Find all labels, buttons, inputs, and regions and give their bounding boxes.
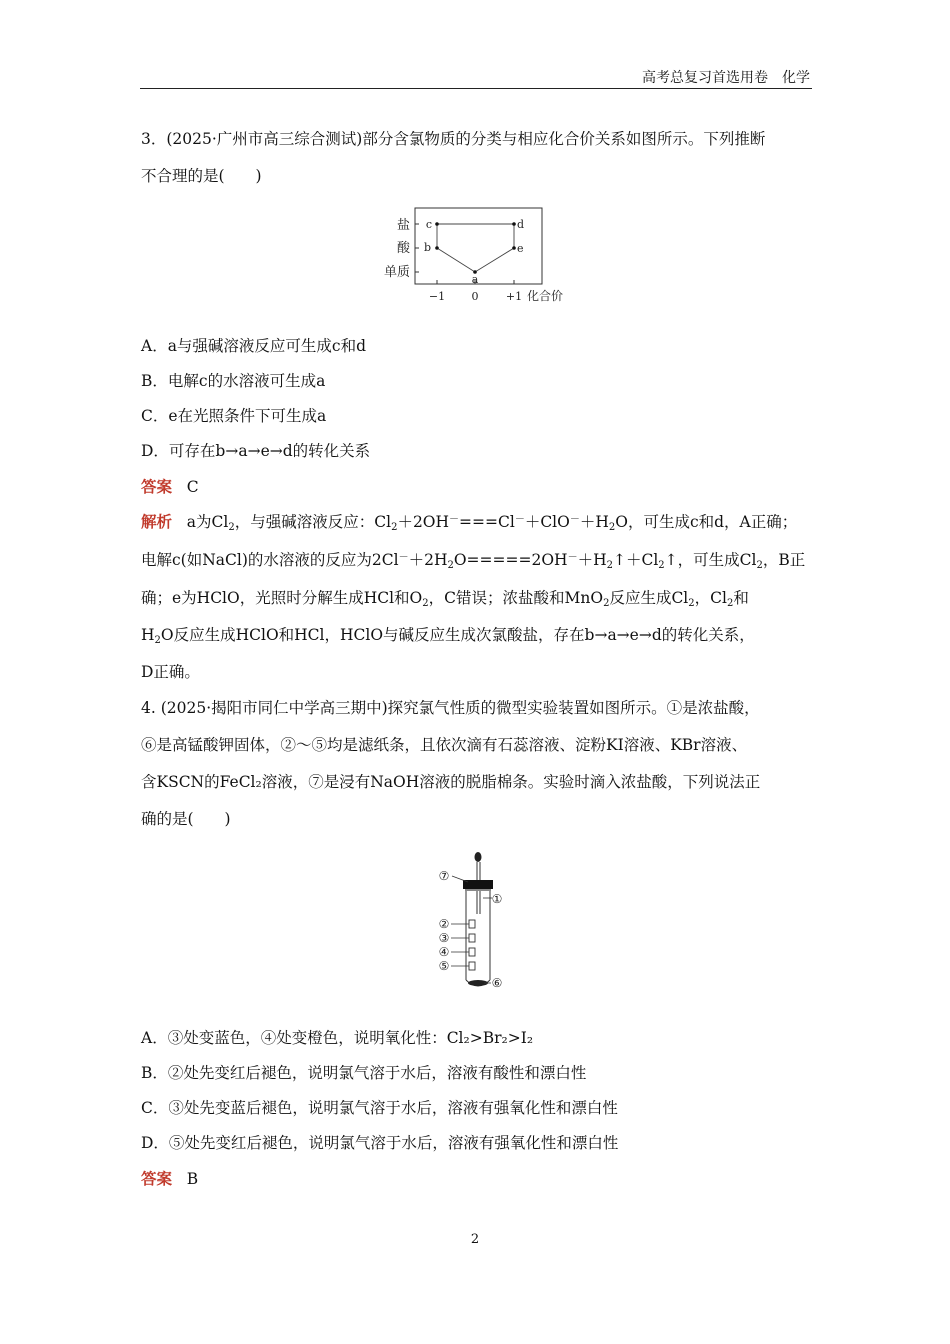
q3-option-b: B．电解c的水溶液可生成a (141, 372, 326, 390)
q4-stem-line1: 4. (2025·揭阳市同仁中学高三期中)探究氯气性质的微型实验装置如图所示。①是浓盐酸， (141, 699, 760, 717)
q4-apparatus-diagram (435, 846, 515, 996)
q3-valence-diagram (360, 204, 590, 308)
q3-analysis-label: 解析 (141, 512, 173, 531)
q3-analysis-line4: $H_2O$反应生成HClO和HCl，HClO与碱反应生成次氯酸盐，存在b→a→e→d的转化关系， (141, 626, 755, 646)
xtick-neg1: −1 (428, 290, 446, 303)
strip-3 (469, 934, 475, 942)
stopper (463, 880, 493, 889)
q4-option-a: A．③处变蓝色，④处变橙色，说明氧化性：Cl₂>Br₂>I₂ (141, 1029, 534, 1047)
header-title: 高考总复习首选用卷 化学 (642, 70, 810, 86)
point-c (435, 222, 439, 226)
page-header (140, 64, 812, 89)
q3-option-c: C．e在光照条件下可生成a (141, 407, 327, 425)
strip-4 (469, 948, 475, 956)
diagram-connector (437, 224, 514, 272)
q3-answer-value: C (186, 478, 199, 496)
q3-answer-label: 答案 (141, 477, 173, 496)
label-6: ⑥ (491, 976, 503, 990)
q4-stem-line4: 确的是( ) (141, 810, 231, 828)
ylabel-element: 单质 (383, 265, 410, 280)
q4-answer (141, 1167, 198, 1189)
q3-option-a: A．a与强碱溶液反应可生成c和d (141, 337, 367, 355)
label-2: ② (438, 917, 450, 931)
xtick-0: 0 (471, 290, 479, 303)
label-4: ④ (438, 945, 450, 959)
strip-5 (469, 962, 475, 970)
q3-option-d: D．可存在b→a→e→d的转化关系 (141, 442, 371, 460)
q4-answer-value: B (186, 1170, 199, 1188)
q3-analysis-line5: D正确。 (141, 663, 200, 681)
q4-option-b: B．②处先变红后褪色，说明氯气溶于水后，溶液有酸性和漂白性 (141, 1064, 587, 1082)
label-5: ⑤ (438, 959, 450, 973)
strip-2 (469, 920, 475, 928)
q3-stem-line2: 不合理的是( ) (141, 167, 262, 185)
label-7: ⑦ (438, 869, 450, 883)
point-e (512, 246, 516, 250)
point-d (512, 222, 516, 226)
label-1: ① (491, 892, 503, 906)
q3-answer (141, 475, 199, 497)
page-number: 2 (470, 1232, 480, 1247)
q4-answer-label: 答案 (141, 1169, 173, 1188)
q4-option-d: D．⑤处先变红后褪色，说明氯气溶于水后，溶液有强氧化性和漂白性 (141, 1134, 619, 1152)
label-3: ③ (438, 931, 450, 945)
q3-analysis-line1: 解析 a为$Cl_2$，与强碱溶液反应：$Cl_2+2OH^-===Cl^-+ClO^-+H_2O$，可生成c和d，A正确； (141, 512, 798, 533)
ylabel-acid: 酸 (396, 241, 410, 256)
q4-option-c: C．③处先变蓝后褪色，说明氯气溶于水后，溶液有强氧化性和漂白性 (141, 1099, 618, 1117)
label-b: b (423, 241, 431, 254)
q3-stem-line1: 3．(2025·广州市高三综合测试)部分含氯物质的分类与相应化合价关系如图所示。下列推断 (141, 130, 766, 148)
dropper-bulb (475, 852, 482, 862)
xtick-pos1: +1 (505, 290, 523, 303)
q3-analysis-line3: 确；e为HClO，光照时分解生成HCl和$O_2$，C错误；浓盐酸和MnO$_2$反应生成$Cl_2$，$Cl_2$和 (141, 589, 749, 609)
xaxis-title: 化合价 (527, 289, 564, 303)
q4-stem-line3: 含KSCN的FeCl₂溶液，⑦是浸有NaOH溶液的脱脂棉条。实验时滴入浓盐酸，下列说法正 (141, 773, 761, 791)
point-b (435, 246, 439, 250)
label-c: c (425, 218, 432, 231)
q3-analysis-line2: 电解c(如NaCl)的水溶液的反应为$2Cl^-+2H_2O=====2OH^-+H_2↑+Cl_2↑$，可生成$Cl_2$，B正 (141, 551, 806, 571)
label-a: a (471, 273, 479, 286)
label-e: e (517, 242, 524, 255)
ylabel-salt: 盐 (396, 218, 410, 233)
label-d: d (517, 218, 525, 231)
q4-stem-line2: ⑥是高锰酸钾固体，②～⑤均是滤纸条，且依次滴有石蕊溶液、淀粉KI溶液、KBr溶液、 (141, 736, 748, 754)
